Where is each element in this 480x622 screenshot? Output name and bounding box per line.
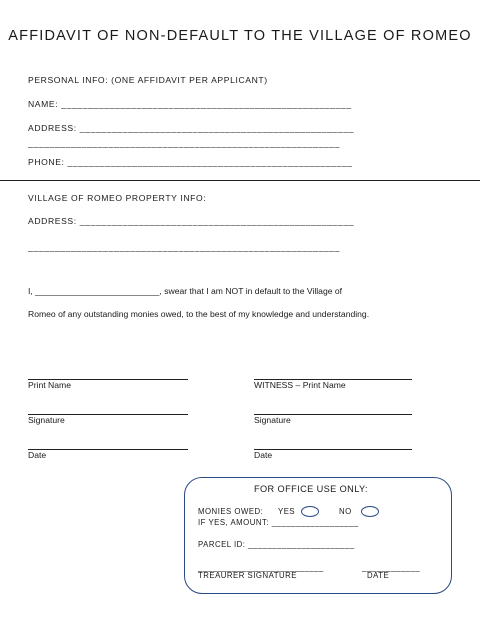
print-name-label: Print Name bbox=[28, 380, 71, 390]
yes-oval[interactable] bbox=[301, 506, 319, 517]
office-use-title: FOR OFFICE USE ONLY: bbox=[254, 484, 369, 494]
parcel-id-field[interactable]: PARCEL ID: ______________________ bbox=[198, 540, 355, 549]
property-address-field[interactable]: ADDRESS: ___________________________________________________ bbox=[28, 216, 355, 226]
section-divider bbox=[0, 180, 480, 181]
no-label: NO bbox=[339, 507, 352, 516]
phone-field[interactable]: PHONE: _____________________________________________________ bbox=[28, 157, 353, 167]
monies-owed-label: MONIES OWED: bbox=[198, 507, 264, 516]
office-date-line[interactable]: ____________ bbox=[362, 563, 421, 572]
witness-date-line[interactable] bbox=[254, 449, 412, 450]
property-info-heading: VILLAGE OF ROMEO PROPERTY INFO: bbox=[28, 193, 207, 203]
property-address-field-line-2[interactable]: __________________________________________________________ bbox=[28, 242, 341, 252]
treasurer-signature-line[interactable]: __________________________ bbox=[198, 563, 324, 572]
statement-line-2: Romeo of any outstanding monies owed, to the best of my knowledge and understanding. bbox=[28, 309, 370, 319]
signature-label: Signature bbox=[28, 415, 65, 425]
if-yes-amount-field[interactable]: IF YES, AMOUNT: __________________ bbox=[198, 518, 359, 527]
witness-print-name-label: WITNESS – Print Name bbox=[254, 380, 346, 390]
page-title: AFFIDAVIT OF NON-DEFAULT TO THE VILLAGE OF ROMEO bbox=[8, 28, 472, 44]
date-line[interactable] bbox=[28, 449, 188, 450]
address-field[interactable]: ADDRESS: ___________________________________________________ bbox=[28, 123, 355, 133]
treasurer-signature-label: TREAURER SIGNATURE bbox=[198, 571, 297, 580]
address-field-line-2[interactable]: __________________________________________________________ bbox=[28, 138, 341, 148]
no-oval[interactable] bbox=[361, 506, 379, 517]
name-field[interactable]: NAME: ______________________________________________________ bbox=[28, 99, 352, 109]
statement-line-1: I, __________________________, swear that I am NOT in default to the Village of bbox=[28, 286, 343, 296]
office-date-label: DATE bbox=[367, 571, 390, 580]
date-label: Date bbox=[28, 450, 47, 460]
yes-label: YES bbox=[278, 507, 296, 516]
witness-signature-label: Signature bbox=[254, 415, 291, 425]
witness-date-label: Date bbox=[254, 450, 273, 460]
personal-info-heading: PERSONAL INFO: (ONE AFFIDAVIT PER APPLICANT) bbox=[28, 75, 268, 85]
